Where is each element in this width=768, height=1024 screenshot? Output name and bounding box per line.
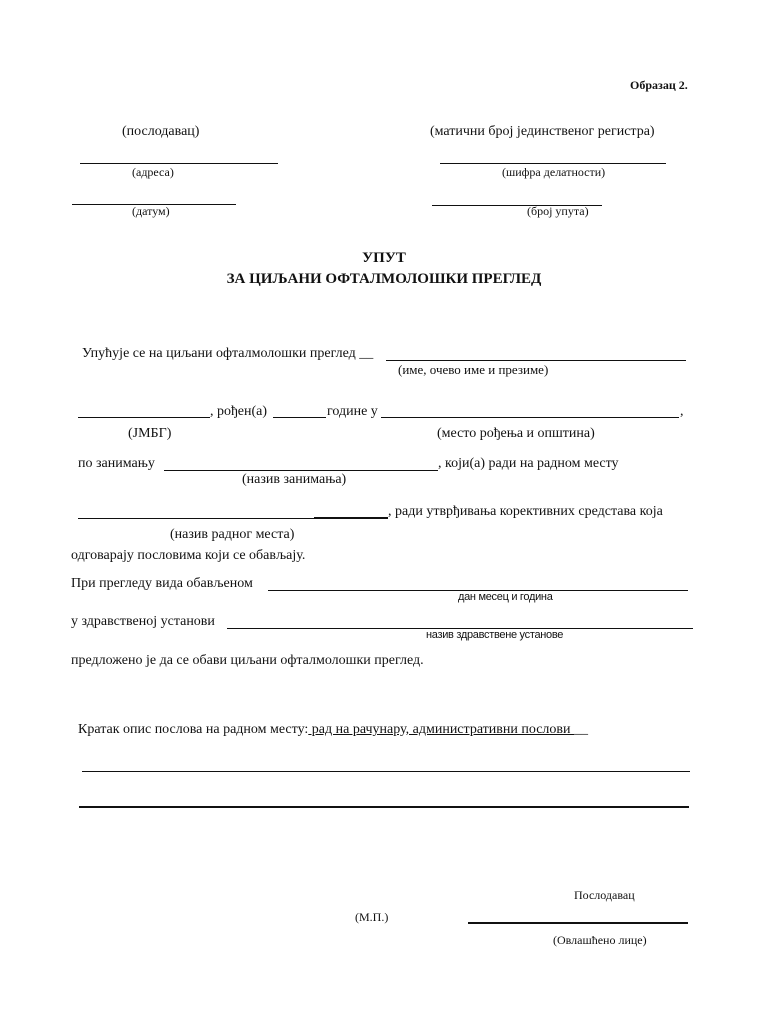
employer-label: (послодавац) — [122, 124, 200, 139]
referral-number-label: (број упута) — [527, 204, 589, 218]
signature-line — [468, 922, 688, 924]
address-line — [80, 163, 278, 164]
date-label: (датум) — [132, 204, 170, 218]
exam-text: При прегледу вида обављеном — [71, 576, 253, 591]
description-value: рад на рачунару, административни послови — [308, 722, 575, 737]
exam-date-caption: дан месец и година — [458, 591, 553, 603]
occupation-line — [164, 470, 438, 471]
occupation-text: по занимању — [78, 456, 155, 471]
description-line-1 — [82, 771, 690, 772]
description-label: Кратак опис послова на радном месту: — [78, 722, 309, 737]
name-line — [386, 360, 686, 361]
authorized-person-label: (Овлашћено лице) — [553, 933, 647, 947]
purpose-text: , ради утврђивања корективних средстава која — [388, 504, 663, 519]
workplace-line-bold — [314, 517, 388, 519]
suits-text: одговарају пословима који се обављају. — [71, 548, 306, 563]
address-label: (адреса) — [132, 165, 174, 179]
activity-code-line — [440, 163, 666, 164]
institution-caption: назив здравствене установе — [426, 629, 564, 641]
birth-year-line — [273, 417, 326, 418]
document-title: УПУТ — [362, 250, 406, 266]
works-text: , који(а) ради на радном месту — [438, 456, 619, 471]
registry-label: (матични број јединственог регистра) — [430, 124, 655, 139]
activity-code-label: (шифра делатности) — [502, 165, 606, 179]
comma: , — [680, 404, 684, 419]
description-tail: __ — [574, 722, 589, 737]
form-number: Образац 2. — [630, 78, 688, 92]
born-text: , рођен(а) — [210, 404, 268, 419]
workplace-label: (назив радног места) — [170, 527, 295, 542]
stamp-label: (М.П.) — [355, 910, 389, 924]
description-line-2 — [79, 806, 689, 808]
workplace-line — [78, 518, 314, 519]
employer-footer-label: Послодавац — [574, 888, 635, 902]
institution-text: у здравственој установи — [71, 614, 215, 629]
name-label: (име, очево име и презиме) — [398, 362, 549, 377]
birthplace-line — [381, 417, 679, 418]
jmbg-label: (ЈМБГ) — [128, 426, 172, 441]
description-row — [78, 722, 588, 738]
birthplace-label: (место рођења и општина) — [437, 426, 595, 441]
proposed-text: предложено је да се обави циљани офталмолошки преглед. — [71, 653, 424, 668]
referral-text: Упућује се на циљани офталмолошки преглед __ — [82, 346, 374, 361]
occupation-label: (назив занимања) — [242, 472, 347, 487]
jmbg-line — [78, 417, 210, 418]
year-text: године у — [327, 404, 378, 419]
document-subtitle: ЗА ЦИЉАНИ ОФТАЛМОЛОШКИ ПРЕГЛЕД — [226, 271, 542, 287]
